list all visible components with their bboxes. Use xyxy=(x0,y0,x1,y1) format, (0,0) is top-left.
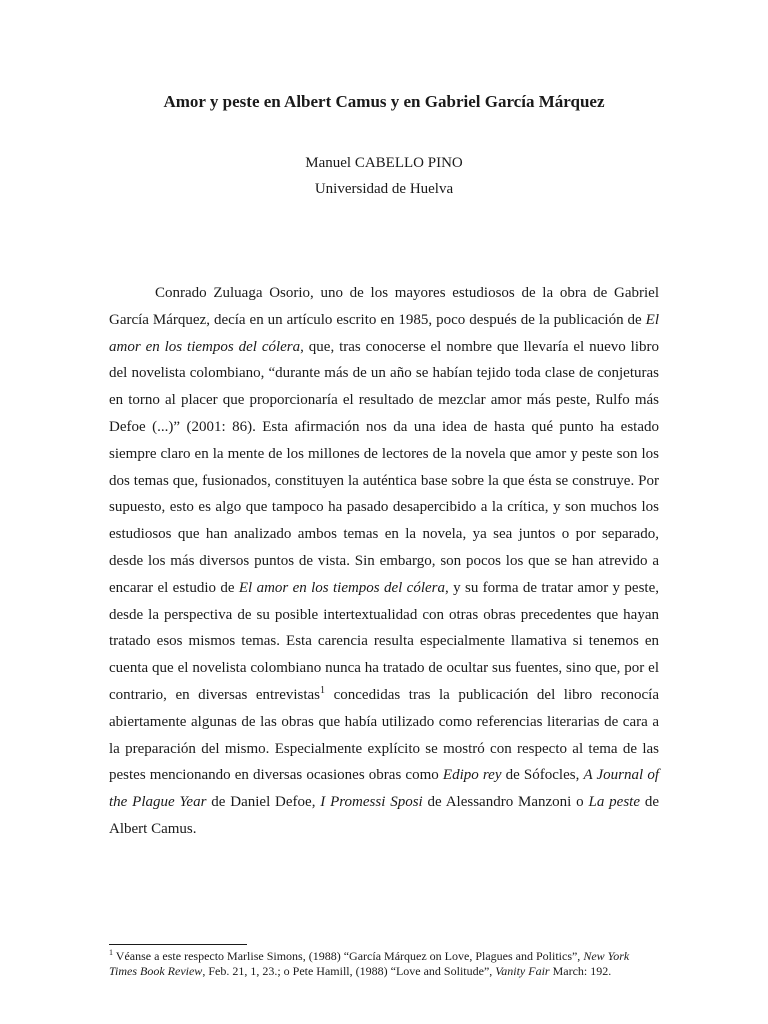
author-name: Manuel CABELLO PINO xyxy=(305,155,463,171)
footnote-separator xyxy=(109,944,247,945)
footnote xyxy=(109,949,659,979)
text-run: , y su forma de tratar amor y peste, desde la perspectiva de su posible intertextualidad con otras obras precedentes que hayan tratado esos mismos temas. Esta carencia resulta especialmente llamativa si tenemos en cuenta que el novelista colombiano nunca ha tratado de ocultar sus fuentes, sino que, por el contrario, en diversas entrevistas xyxy=(109,579,659,703)
italic-title: La peste xyxy=(588,794,640,811)
footnote-text: , Feb. 21, 1, 23.; o Pete Hamill, (1988) “Love and Solitude”, xyxy=(202,964,496,978)
italic-title: El amor en los tiempos del cólera xyxy=(109,311,659,355)
text-run: de Albert Camus. xyxy=(109,794,659,837)
footnote-reference: 1 xyxy=(320,684,326,696)
text-run: concedidas tras la publicación del libro reconocía abiertamente algunas de las obras que había utilizado como referencias literarias de cara a la preparación del mismo. Especialmente explícito se mostró con respecto al tema de las pestes mencionando en diversas ocasiones obras como xyxy=(109,686,659,784)
footnote-text: March: 192. xyxy=(549,964,612,978)
italic-title: I Promessi Sposi xyxy=(320,794,423,811)
text-run: de Daniel Defoe, xyxy=(206,794,321,811)
italic-title: A Journal of the Plague Year xyxy=(109,767,659,811)
footnote-text: Véanse a este respecto Marlise Simons, (1988) “García Márquez on Love, Plagues and Politics”, xyxy=(113,949,584,963)
author-block xyxy=(0,150,768,202)
text-run: de Alessandro Manzoni o xyxy=(422,794,589,811)
footnote-mark: 1 xyxy=(109,948,113,957)
footnote-italic: Vanity Fair xyxy=(495,964,550,978)
paper-title: Amor y peste en Albert Camus y en Gabriel García Márquez xyxy=(163,92,605,111)
body-paragraph xyxy=(109,280,659,843)
italic-title: Edipo rey xyxy=(442,767,502,784)
text-run: Conrado Zuluaga Osorio, uno de los mayores estudiosos de la obra de Gabriel García Márquez, decía en un artículo escrito en 1985, poco después de la publicación de xyxy=(109,285,659,328)
footnote-italic: New York Times Book Review xyxy=(109,949,630,978)
text-run: de Sófocles, xyxy=(501,767,584,784)
author-affiliation: Universidad de Huelva xyxy=(314,181,454,197)
text-run: , que, tras conocerse el nombre que llevaría el nuevo libro del novelista colombiano, “durante más de un año se habían tejido toda clase de conjeturas en torno al placer que proporcionaría el resultado de mezclar amor más peste, Rulfo más Defoe (...)” (2001: 86). Esta afirmación nos da una idea de hasta qué punto ha estado siempre claro en la mente de los millones de lectores de la novela que amor y peste son los dos temas que, fusionados, constituyen la auténtica base sobre la que ésta se construye. Por supuesto, esto es algo que tampoco ha pasado desapercibido a la crítica, y son muchos los estudiosos que han analizado ambos temas en la novela, ya sea juntos o por separado, desde los más diversos puntos de vista. Sin embargo, son pocos los que se han atrevido a encarar el estudio de xyxy=(109,338,659,596)
italic-title: El amor en los tiempos del cólera xyxy=(238,579,446,596)
